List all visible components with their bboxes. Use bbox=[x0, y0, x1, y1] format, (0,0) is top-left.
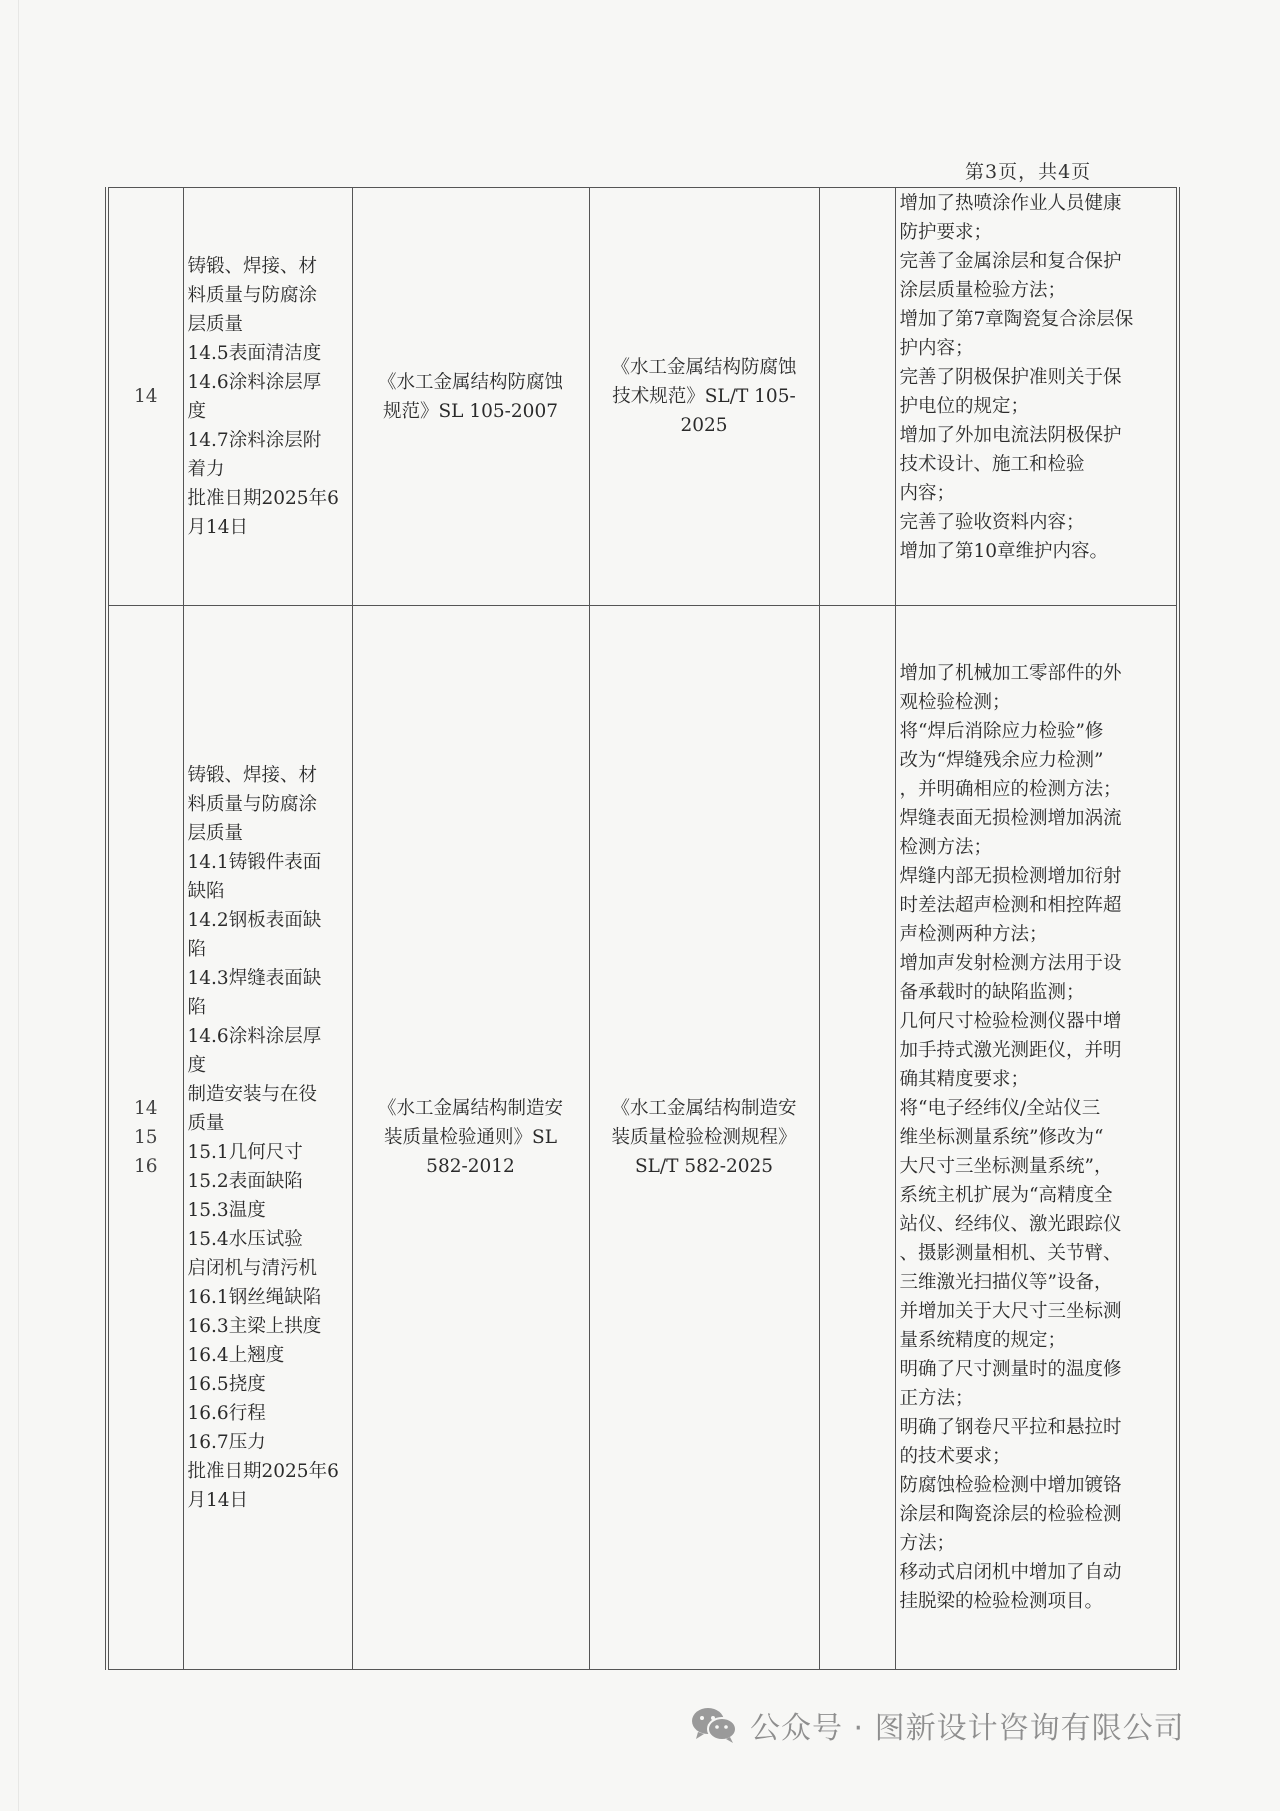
text-line: 《水工金属结构制造安 bbox=[611, 1098, 797, 1119]
text-line: 增加了外加电流法阴极保护 bbox=[899, 425, 1122, 446]
text-line: 月14日 bbox=[187, 1489, 249, 1511]
text-line: 并增加关于大尺寸三坐标测 bbox=[899, 1301, 1122, 1322]
text-line: 2025 bbox=[680, 415, 728, 436]
text-line: SL/T 582-2025 bbox=[634, 1156, 774, 1177]
text-line: 增加了热喷涂作业人员健康 bbox=[899, 193, 1122, 214]
text-line: 14 bbox=[133, 1098, 158, 1119]
text-line: 14.6涂料涂层厚 bbox=[187, 1025, 322, 1047]
text-line: 涂层和陶瓷涂层的检验检测 bbox=[899, 1504, 1122, 1525]
text-line: 的技术要求； bbox=[899, 1446, 1011, 1467]
text-line: 着力 bbox=[187, 458, 225, 480]
text-line: 16.5挠度 bbox=[187, 1373, 266, 1395]
table-row bbox=[107, 188, 1178, 606]
text-line: 15.1几何尺寸 bbox=[187, 1141, 303, 1163]
watermark-text: 公众号 · 图新设计咨询有限公司 bbox=[750, 1711, 1185, 1746]
text-line: 检测方法； bbox=[899, 837, 993, 858]
text-line: 规范》SL 105-2007 bbox=[383, 400, 558, 422]
new-standard-cell bbox=[589, 188, 819, 606]
text-line: 技术设计、施工和检验 bbox=[899, 454, 1085, 475]
text-line: 装质量检验通则》SL bbox=[384, 1127, 557, 1148]
text-line: 铸锻、焊接、材 bbox=[187, 255, 318, 277]
text-line: 声检测两种方法； bbox=[899, 924, 1048, 945]
new-standard-cell bbox=[589, 606, 819, 1670]
text-line: 、摄影测量相机、关节臂、 bbox=[899, 1243, 1122, 1264]
page-number: 第3页，共4页 bbox=[965, 161, 1092, 183]
text-line: 完善了阴极保护准则关于保 bbox=[899, 367, 1122, 388]
text-line: 量系统精度的规定； bbox=[899, 1330, 1067, 1351]
text-line: 陷 bbox=[187, 938, 207, 960]
text-line: 《水工金属结构防腐蚀 bbox=[611, 357, 797, 378]
text-line: 确其精度要求； bbox=[899, 1069, 1030, 1090]
change-notes-cell bbox=[895, 188, 1178, 606]
text-line: 14.1铸锻件表面 bbox=[187, 851, 322, 873]
text-line: 涂层质量检验方法； bbox=[899, 280, 1067, 301]
text-line: 15.2表面缺陷 bbox=[187, 1170, 303, 1192]
text-line: 技术规范》SL/T 105- bbox=[612, 386, 796, 407]
text-line: ，并明确相应的检测方法； bbox=[899, 779, 1122, 800]
text-line: 增加了第7章陶瓷复合涂层保 bbox=[899, 309, 1134, 330]
text-line: 改为“焊缝残余应力检测” bbox=[899, 750, 1104, 771]
text-line: 14.2钢板表面缺 bbox=[187, 909, 322, 931]
text-line: 16.1钢丝绳缺陷 bbox=[187, 1286, 322, 1308]
text-line: 料质量与防腐涂 bbox=[187, 284, 318, 306]
old-standard-cell bbox=[352, 188, 589, 606]
text-line: 备承载时的缺陷监测； bbox=[899, 982, 1085, 1003]
text-line: 料质量与防腐涂 bbox=[187, 793, 318, 815]
change-notes-cell bbox=[895, 606, 1178, 1670]
text-line: 明确了尺寸测量时的温度修 bbox=[899, 1359, 1122, 1380]
wechat-icon bbox=[690, 1705, 738, 1745]
text-line: 批准日期2025年6 bbox=[187, 1460, 339, 1482]
text-line: 16.6行程 bbox=[187, 1402, 266, 1424]
text-line: 14.3焊缝表面缺 bbox=[187, 967, 322, 989]
table-row bbox=[107, 606, 1178, 1670]
text-line: 制造安装与在役 bbox=[187, 1083, 318, 1105]
text-line: 14.6涂料涂层厚 bbox=[187, 371, 322, 393]
watermark bbox=[690, 1703, 1185, 1747]
inspection-items-cell bbox=[183, 606, 352, 1670]
text-line: 14.7涂料涂层附 bbox=[187, 429, 322, 451]
text-line: 16.7压力 bbox=[187, 1431, 266, 1453]
inspection-items-cell bbox=[183, 188, 352, 606]
text-line: 16.3主梁上拱度 bbox=[187, 1315, 322, 1337]
text-line: 《水工金属结构制造安 bbox=[377, 1098, 563, 1119]
text-line: 月14日 bbox=[187, 516, 249, 538]
remark-cell bbox=[819, 606, 895, 1670]
text-line: 时差法超声检测和相控阵超 bbox=[899, 895, 1122, 916]
text-line: 站仪、经纬仪、激光跟踪仪 bbox=[899, 1214, 1122, 1235]
text-line: 护内容； bbox=[899, 338, 974, 359]
text-line: 完善了金属涂层和复合保护 bbox=[899, 251, 1122, 272]
text-line: 正方法； bbox=[899, 1388, 974, 1409]
text-line: 启闭机与清污机 bbox=[187, 1257, 318, 1279]
text-line: 铸锻、焊接、材 bbox=[187, 764, 318, 786]
text-line: 《水工金属结构防腐蚀 bbox=[377, 371, 563, 393]
text-line: 维坐标测量系统”修改为“ bbox=[899, 1127, 1104, 1148]
row-number-cell bbox=[107, 606, 183, 1670]
text-line: 三维激光扫描仪等”设备， bbox=[899, 1272, 1113, 1293]
text-line: 14 bbox=[133, 386, 158, 407]
text-line: 明确了钢卷尺平拉和悬拉时 bbox=[899, 1417, 1122, 1438]
text-line: 移动式启闭机中增加了自动 bbox=[899, 1562, 1122, 1583]
text-line: 批准日期2025年6 bbox=[187, 487, 339, 509]
text-line: 防护要求； bbox=[899, 222, 993, 243]
text-line: 层质量 bbox=[187, 822, 244, 844]
text-line: 焊缝表面无损检测增加涡流 bbox=[899, 808, 1122, 829]
text-line: 方法； bbox=[899, 1533, 956, 1554]
text-line: 陷 bbox=[187, 996, 207, 1018]
text-line: 大尺寸三坐标测量系统”， bbox=[899, 1156, 1113, 1177]
text-line: 将“电子经纬仪/全站仪三 bbox=[899, 1098, 1101, 1119]
text-line: 护电位的规定； bbox=[899, 396, 1030, 417]
remark-cell bbox=[819, 188, 895, 606]
text-line: 15.3温度 bbox=[187, 1199, 266, 1221]
text-line: 582-2012 bbox=[426, 1156, 515, 1177]
text-line: 完善了验收资料内容； bbox=[899, 512, 1085, 533]
text-line: 将“焊后消除应力检验”修 bbox=[899, 721, 1104, 742]
text-line: 质量 bbox=[187, 1112, 225, 1134]
standards-table bbox=[105, 187, 1180, 1670]
text-line: 度 bbox=[187, 400, 207, 422]
row-number-cell bbox=[107, 188, 183, 606]
text-line: 15 bbox=[133, 1127, 158, 1148]
text-line: 系统主机扩展为“高精度全 bbox=[899, 1185, 1113, 1206]
text-line: 增加了第10章维护内容。 bbox=[899, 541, 1109, 562]
text-line: 内容； bbox=[899, 483, 956, 504]
text-line: 层质量 bbox=[187, 313, 244, 335]
text-line: 挂脱梁的检验检测项目。 bbox=[899, 1591, 1104, 1612]
text-line: 增加声发射检测方法用于设 bbox=[899, 953, 1122, 974]
text-line: 缺陷 bbox=[187, 880, 225, 902]
text-line: 几何尺寸检验检测仪器中增 bbox=[899, 1011, 1122, 1032]
text-line: 装质量检验检测规程》 bbox=[611, 1127, 797, 1148]
old-standard-cell bbox=[352, 606, 589, 1670]
page-edge-line bbox=[18, 0, 19, 1811]
text-line: 15.4水压试验 bbox=[187, 1228, 303, 1250]
text-line: 观检验检测； bbox=[899, 692, 1011, 713]
text-line: 14.5表面清洁度 bbox=[187, 342, 322, 364]
text-line: 加手持式激光测距仪，并明 bbox=[899, 1040, 1122, 1061]
text-line: 防腐蚀检验检测中增加镀铬 bbox=[899, 1475, 1122, 1496]
text-line: 16 bbox=[133, 1156, 158, 1177]
text-line: 16.4上翘度 bbox=[187, 1344, 285, 1366]
text-line: 增加了机械加工零部件的外 bbox=[899, 663, 1122, 684]
text-line: 度 bbox=[187, 1054, 207, 1076]
text-line: 焊缝内部无损检测增加衍射 bbox=[899, 866, 1122, 887]
